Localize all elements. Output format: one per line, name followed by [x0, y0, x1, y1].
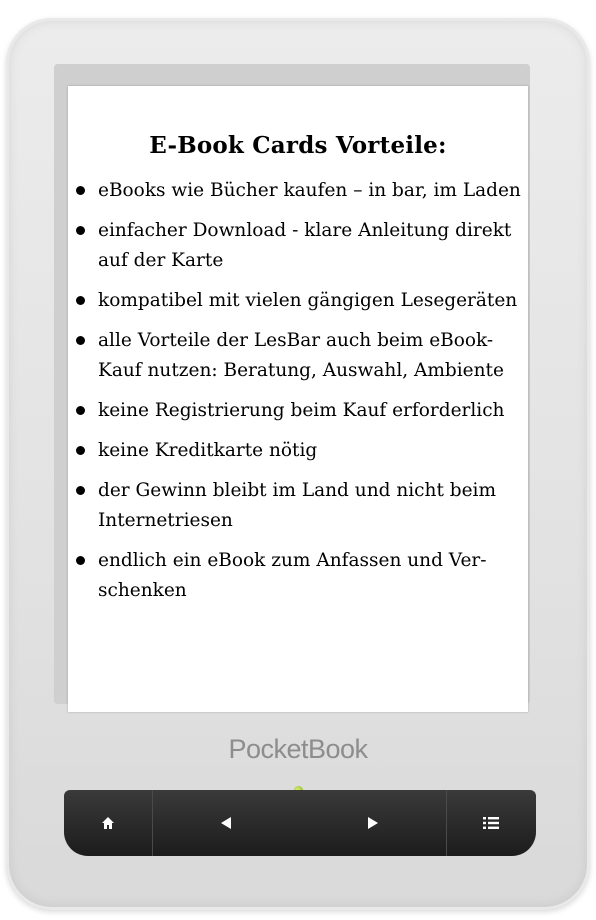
next-page-button[interactable] [300, 790, 447, 856]
list-item-line: keine Registrierung beim Kauf erforderlich [98, 400, 505, 421]
list-item-line: kompatibel mit vielen gängigen Lesegeräten [98, 290, 518, 311]
menu-button[interactable] [446, 790, 536, 856]
list-item-line: keine Kreditkarte nötig [98, 440, 318, 461]
bullet-icon [76, 296, 85, 305]
list-item-line: Kauf nutzen: Beratung, Auswahl, Ambiente [98, 360, 504, 381]
bullet-icon [76, 446, 85, 455]
list-item [74, 326, 524, 386]
list-item-line: einfacher Download - klare Anleitung direkt [98, 220, 512, 241]
list-item [74, 546, 524, 606]
home-icon [101, 816, 115, 830]
page-title: E-Book Cards Vorteile: [149, 132, 447, 159]
list-item-line: der Gewinn bleibt im Land und nicht beim [98, 480, 497, 501]
list-item-line: endlich ein eBook zum Anfassen und Ver- [98, 550, 487, 571]
previous-page-button[interactable] [152, 790, 300, 856]
list-item-line: Internetriesen [98, 510, 233, 531]
menu-icon [483, 816, 499, 830]
list-item [74, 176, 524, 206]
bullet-icon [76, 336, 85, 345]
list-item [74, 436, 524, 466]
list-item [74, 216, 524, 276]
list-item [74, 396, 524, 426]
bullet-icon [76, 556, 85, 565]
list-item-line: alle Vorteile der LesBar auch beim eBook- [98, 330, 494, 351]
list-item [74, 286, 524, 316]
list-item-line: auf der Karte [98, 250, 224, 271]
hardware-button-bar [64, 790, 536, 856]
arrow-left-icon [220, 816, 232, 830]
bullet-icon [76, 226, 85, 235]
arrow-right-icon [367, 816, 379, 830]
list-item-line: eBooks wie Bücher kaufen – in bar, im Laden [98, 180, 521, 201]
benefits-list [74, 176, 524, 616]
bullet-icon [76, 406, 85, 415]
bullet-icon [76, 186, 85, 195]
bullet-icon [76, 486, 85, 495]
home-button[interactable] [64, 790, 153, 856]
list-item [74, 476, 524, 536]
brand-logo: PocketBook [228, 734, 368, 764]
list-item-line: schenken [98, 580, 187, 601]
